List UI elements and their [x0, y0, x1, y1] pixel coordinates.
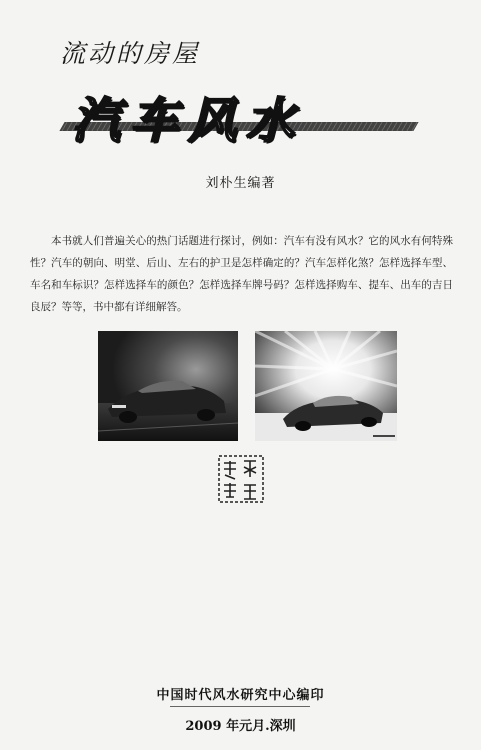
seal-illustration: [218, 455, 264, 503]
cover-title: 汽车风水: [72, 93, 305, 149]
car-night-illustration: [98, 331, 238, 441]
car-photo-sunburst: [255, 331, 397, 441]
author-line: 刘朴生编著: [205, 176, 276, 191]
publisher-line: 中国时代风水研究中心编印: [156, 688, 325, 703]
car-photo-night: [98, 331, 238, 441]
car-sunburst-illustration: [255, 331, 397, 441]
cover-title-block: [62, 86, 424, 149]
publish-date: 2009 年元月.深圳: [185, 719, 296, 734]
cover-subtitle: 流动的房屋: [60, 39, 201, 68]
intro-paragraph: 本书就人们普遍关心的热门话题进行探讨，例如：汽车有没有风水？它的风水有何特殊性？汽车的朝向、明堂、后山、左右的护卫是怎样确定的？汽车怎样化煞？怎样选择车型、车名和车标识？怎样选择车的颜色？怎样选择车牌号码？怎样选择购车、提车、出车的吉日良辰？等等，书中都有详细解答。: [30, 235, 453, 313]
footer-divider: [170, 706, 310, 707]
author-seal-stamp: [218, 455, 264, 503]
